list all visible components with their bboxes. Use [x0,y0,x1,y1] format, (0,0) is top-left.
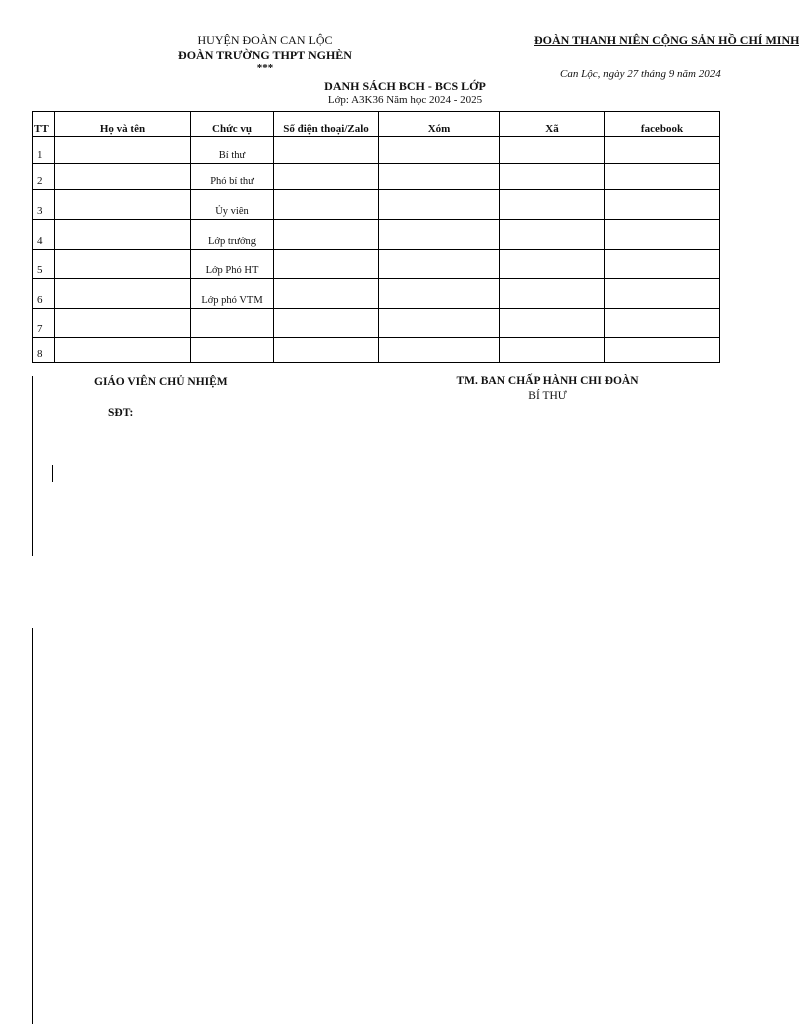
table-row [33,220,720,250]
column-header-xom: Xóm [379,112,500,137]
xom-cell [379,309,500,338]
name-cell [55,164,191,190]
facebook-cell [605,279,720,309]
motto-container [500,33,799,51]
row-number: 3 [33,190,55,220]
table-row [33,279,720,309]
row-number: 4 [33,220,55,250]
xom-cell [379,250,500,279]
org-separator: *** [256,62,274,74]
roster-body [33,137,720,363]
place-date: Can Lộc, ngày 27 tháng 9 năm 2024 [560,68,721,80]
facebook-cell [605,164,720,190]
name-cell [55,220,191,250]
place-date-container [560,64,719,80]
row-number: 6 [33,279,55,309]
motto: ĐOÀN THANH NIÊN CỘNG SẢN HỒ CHÍ MINH [534,33,799,47]
roster-table [32,111,720,363]
column-header-phone: Số điện thoại/Zalo [274,112,379,137]
row-number: 5 [33,250,55,279]
xom-cell [379,190,500,220]
facebook-cell [605,309,720,338]
table-row [33,190,720,220]
name-cell [55,190,191,220]
table-row [33,250,720,279]
xa-cell [500,309,605,338]
role-cell: Ủy viên [191,190,274,220]
role-cell [191,338,274,363]
secretary-label: BÍ THƯ [528,390,567,402]
facebook-cell [605,338,720,363]
org-line-district: HUYỆN ĐOÀN CAN LỘC [197,33,333,47]
phone-cell [274,309,379,338]
table-header-row [33,112,720,137]
xa-cell [500,338,605,363]
document-subtitle: Lớp: A3K36 Năm học 2024 - 2025 [327,94,483,106]
name-cell [55,338,191,363]
role-cell: Bí thư [191,137,274,164]
xa-cell [500,190,605,220]
xa-cell [500,164,605,190]
row-number: 7 [33,309,55,338]
xa-cell [500,250,605,279]
table-row [33,137,720,164]
xom-cell [379,220,500,250]
facebook-cell [605,250,720,279]
phone-cell [274,190,379,220]
facebook-cell [605,137,720,164]
xa-cell [500,220,605,250]
role-cell [191,309,274,338]
phone-cell [274,250,379,279]
name-cell [55,279,191,309]
phone-cell [274,279,379,309]
text-cursor [52,465,53,482]
name-cell [55,250,191,279]
org-line-school: ĐOÀN TRƯỜNG THPT NGHÈN [178,48,352,62]
homeroom-teacher-label: GIÁO VIÊN CHỦ NHIỆM [94,376,228,388]
xa-cell [500,279,605,309]
executive-committee-label: TM. BAN CHẤP HÀNH CHI ĐOÀN [456,375,639,387]
phone-cell [274,164,379,190]
xa-cell [500,137,605,164]
column-header-xa: Xã [500,112,605,137]
role-cell: Lớp trưởng [191,220,274,250]
xom-cell [379,137,500,164]
column-header-name: Họ và tên [55,112,191,137]
role-cell: Phó bí thư [191,164,274,190]
name-cell [55,309,191,338]
phone-cell [274,137,379,164]
xom-cell [379,279,500,309]
facebook-cell [605,220,720,250]
table-row [33,338,720,363]
document-title: DANH SÁCH BCH - BCS LỚP [324,79,486,93]
xom-cell [379,338,500,363]
column-header-tt: TT [33,112,55,137]
phone-cell [274,338,379,363]
table-row [33,164,720,190]
column-header-role: Chức vụ [191,112,274,137]
left-margin-rule [32,376,33,556]
row-number: 1 [33,137,55,164]
phone-cell [274,220,379,250]
facebook-cell [605,190,720,220]
role-cell: Lớp phó VTM [191,279,274,309]
teacher-phone-label: SĐT: [108,407,134,419]
table-row [33,309,720,338]
role-cell: Lớp Phó HT [191,250,274,279]
row-number: 8 [33,338,55,363]
left-margin-rule [32,628,33,1024]
xom-cell [379,164,500,190]
column-header-facebook: facebook [605,112,720,137]
row-number: 2 [33,164,55,190]
name-cell [55,137,191,164]
